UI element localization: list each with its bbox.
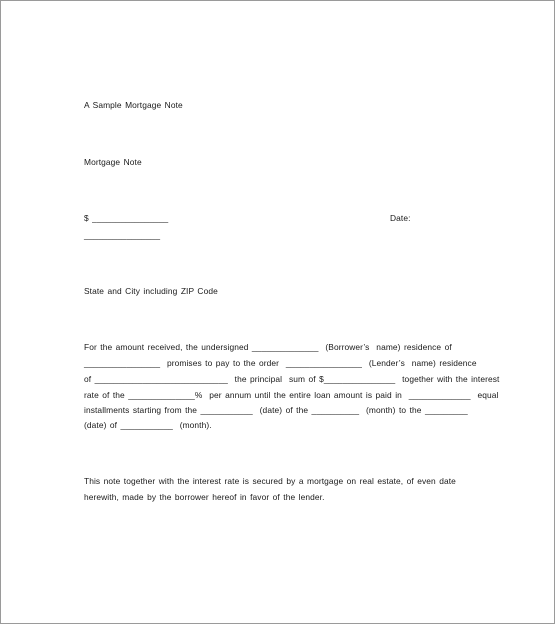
terms-line: ________________ promises to pay to the order ________________ (Lender’s name) residence [84, 358, 477, 368]
terms-line: For the amount received, the undersigned ______________ (Borrower’s name) residence of [84, 342, 452, 352]
security-line: This note together with the interest rate is secured by a mortgage on real estate, of even date [84, 476, 456, 486]
terms-line: rate of the ______________% per annum until the entire loan amount is paid in _____________ equal [84, 390, 499, 400]
date-label: Date: [390, 213, 411, 223]
state-city-label: State and City including ZIP Code [84, 286, 218, 296]
security-line: herewith, made by the borrower hereof in favor of the lender. [84, 492, 325, 502]
note-title: Mortgage Note [84, 157, 142, 167]
terms-line: of ____________________________ the principal sum of $_______________ together with the interest [84, 374, 500, 384]
sample-title: A Sample Mortgage Note [84, 100, 183, 110]
terms-line: installments starting from the ___________ (date) of the __________ (month) to the _________ [84, 405, 468, 415]
amount-field: $ ________________ [84, 213, 169, 223]
date-blank: ________________ [84, 230, 161, 240]
terms-line: (date) of ___________ (month). [84, 420, 212, 430]
